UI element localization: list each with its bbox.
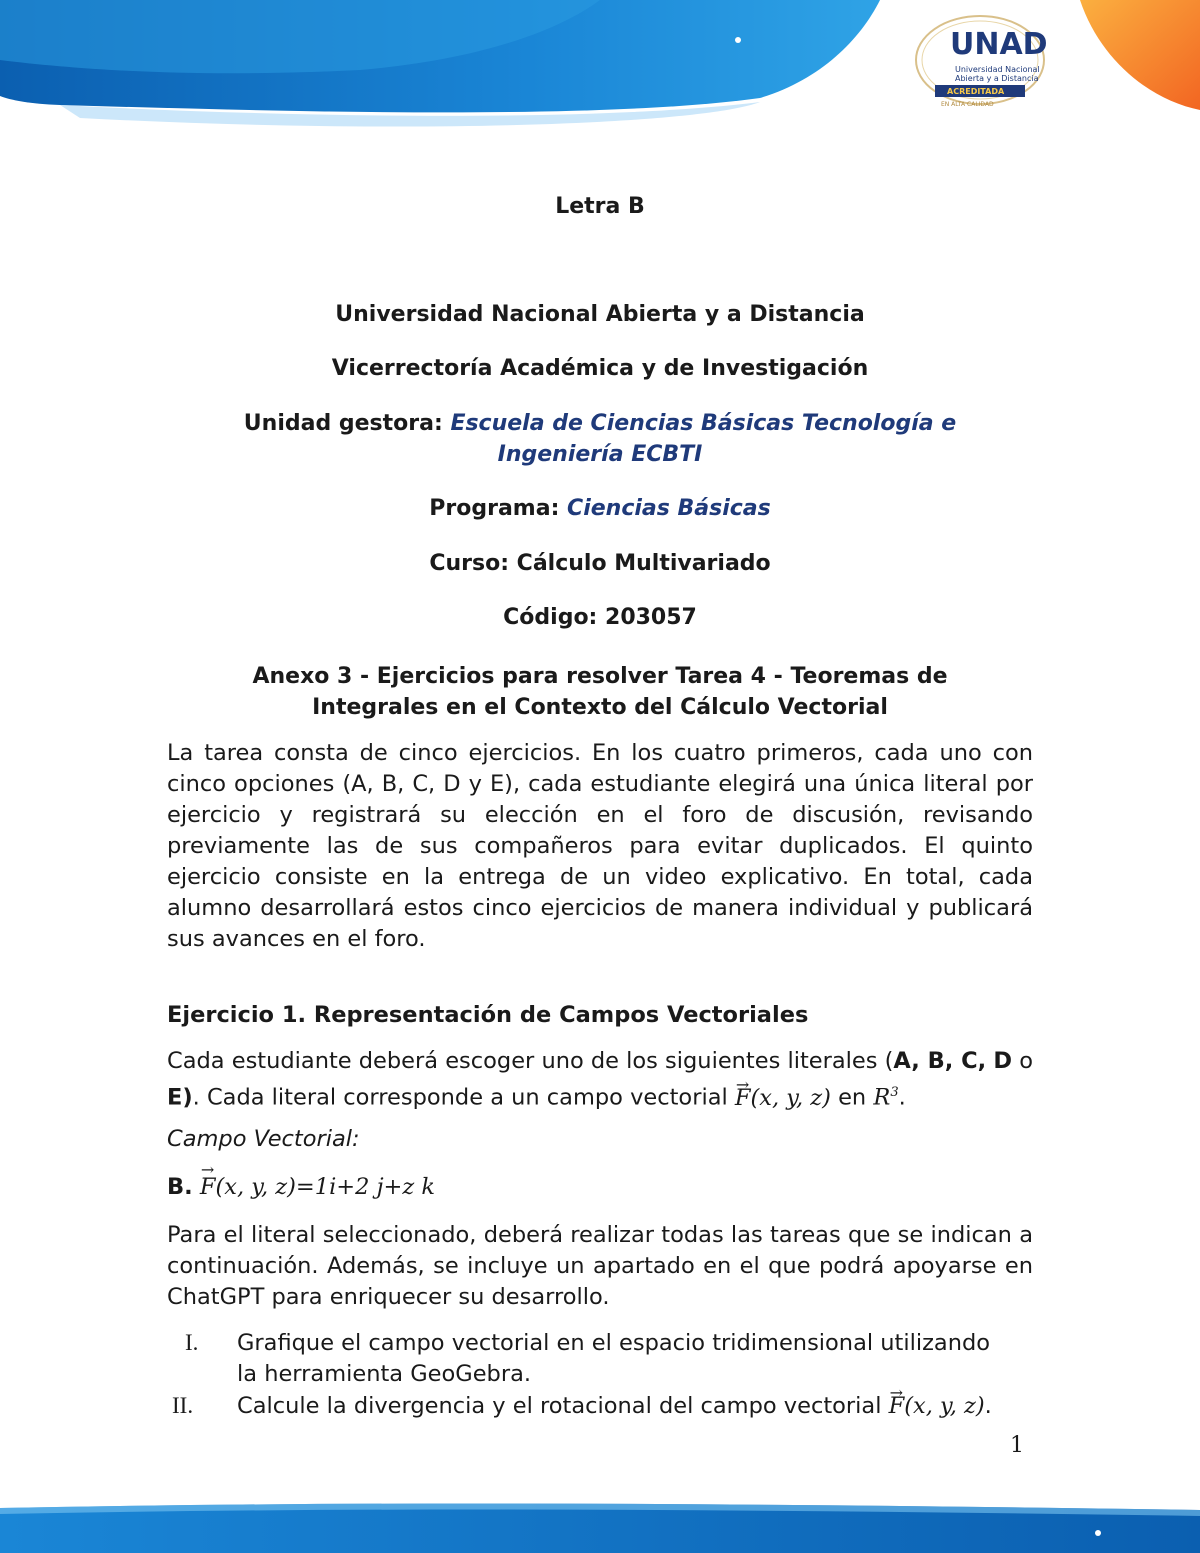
p1-bold-e: E) <box>167 1084 193 1111</box>
ejercicio1-paragraph <box>167 1046 1033 1114</box>
university-name: Universidad Nacional Abierta y a Distancia <box>335 302 865 327</box>
programa-line <box>0 496 1200 521</box>
list-item-2-field: → F(x, y, z) <box>889 1391 985 1422</box>
intro-paragraph: La tarea consta de cinco ejercicios. En los cuatro primeros, cada uno con cinco opciones (A, B, C, D y E), cada estudiante elegirá una única literal por ejercicio y registrará su elección en el foro de discusión, revisando previamente las de sus compañeros para evitar duplicados. El quinto ejercicio consiste en la entrega de un video explicativo. En total, cada alumno desarrollará estos cinco ejercicios de manera individual y publicará sus avances en el foro. <box>167 740 1033 952</box>
campo-vectorial-label: Campo Vectorial: <box>167 1126 360 1152</box>
list-item-number-2: II. <box>172 1393 194 1418</box>
p1-text-a: Cada estudiante deberá escoger uno de los siguientes literales ( <box>167 1048 894 1074</box>
programa-label: Programa: <box>429 496 560 521</box>
logo-badge: ACREDITADA <box>947 87 1005 96</box>
list-item-1-line1: Grafique el campo vectorial en el espacio tridimensional utilizando <box>237 1330 991 1356</box>
curso-line: Curso: Cálculo Multivariado <box>429 551 771 576</box>
field-symbol: → F(x, y, z) <box>735 1083 831 1114</box>
real-space-exponent: 3 <box>890 1085 899 1100</box>
unidad-gestora-line1 <box>0 411 1200 436</box>
field-notation <box>735 1085 831 1111</box>
anexo-title-2: Integrales en el Contexto del Cálculo Vectorial <box>312 695 888 720</box>
p1-text-o: o <box>1012 1048 1033 1074</box>
unidad-gestora-line2 <box>0 442 1200 467</box>
list-item-2-text: Calcule la divergencia y el rotacional del campo vectorial <box>237 1393 889 1419</box>
logo-text: UNAD <box>950 27 1048 62</box>
unidad-label: Unidad gestora: <box>243 411 443 436</box>
unidad-value-2: Ingeniería ECBTI <box>497 442 703 467</box>
page-number: 1 <box>1010 1433 1024 1458</box>
list-item-number-1: I. <box>185 1330 199 1355</box>
p1-text-en: en <box>830 1084 874 1111</box>
literal-b-label: B. <box>167 1174 193 1200</box>
p1-bold-d: D <box>993 1048 1013 1074</box>
logo-line1: Universidad Nacional <box>955 65 1040 74</box>
ejercicio1-heading: Ejercicio 1. Representación de Campos Vectoriales <box>167 1002 809 1028</box>
unidad-value-1: Escuela de Ciencias Básicas Tecnología e <box>450 411 957 436</box>
anexo-title-1: Anexo 3 - Ejercicios para resolver Tarea 4 - Teoremas de <box>252 664 948 689</box>
ejercicio1-instructions: Para el literal seleccionado, deberá realizar todas las tareas que se indican a continuación. Además, se incluye un apartado en el que podrá apoyarse en ChatGPT para enriquecer su desarrollo. <box>167 1222 1033 1310</box>
p1-text-end: . <box>898 1084 906 1111</box>
logo-line2: Abierta y a Distancia <box>955 74 1039 83</box>
footer-banner <box>0 1500 1200 1553</box>
unad-logo <box>905 12 1055 112</box>
letra-heading: Letra B <box>555 194 645 219</box>
real-space-symbol: R <box>873 1084 891 1111</box>
codigo-line: Código: 203057 <box>503 605 697 630</box>
list-item-1-line2: la herramienta GeoGebra. <box>237 1361 532 1387</box>
literal-b-formula: → F(x, y, z)=1i+2 j+z k <box>200 1174 435 1200</box>
programa-value: Ciencias Básicas <box>567 496 771 521</box>
literal-b-line <box>167 1174 435 1200</box>
list-item-2-end: . <box>984 1393 992 1419</box>
logo-badge-sub: EN ALTA CALIDAD <box>941 101 994 108</box>
p1-text-b: . Cada literal corresponde a un campo vectorial <box>192 1084 735 1111</box>
list-item-2 <box>237 1391 1037 1422</box>
vicerrectoria: Vicerrectoría Académica y de Investigación <box>331 356 869 381</box>
list-item-1 <box>237 1328 1037 1390</box>
p1-bold-abc: A, B, C, <box>893 1048 987 1074</box>
